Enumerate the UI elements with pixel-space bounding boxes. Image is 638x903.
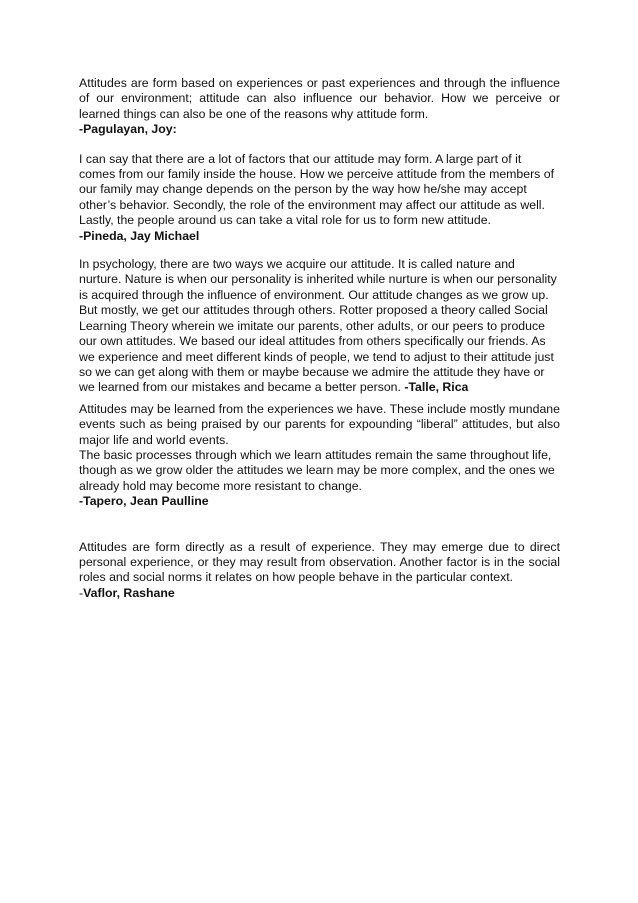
- entry-author: -Tapero, Jean Paulline: [79, 494, 209, 509]
- entry-author: Vaflor, Rashane: [83, 585, 175, 600]
- entry-talle: [79, 257, 560, 396]
- entry-text: Attitudes are form directly as a result of experience. They may emerge due to direct personal experience, or they may result from observation. Another factor is in the social roles and social norms it relates on how people behave in the particular context.: [79, 539, 560, 585]
- entry-pagulayan: [79, 76, 560, 138]
- entry-vaflor: [79, 540, 560, 602]
- entry-author: -Pagulayan, Joy:: [79, 122, 177, 137]
- document-body: [79, 76, 560, 601]
- entry-text: In psychology, there are two ways we acquire our attitude. It is called nature and nurture. Nature is when our personality is inherited while nurture is when our personality is acquired through the influence of environment. Our attitude changes as we grow up. But mostly, we get our attitudes through others. Rotter proposed a theory called Social Learning Theory wherein we imitate our parents, other adults, or our peers to produce our own attitudes. We based our ideal attitudes from others specifically our friends. As we experience and meet different kinds of people, we tend to adjust to their attitude just so we can get along with them or maybe because we admire the attitude they have or we learned from our mistakes and became a better person.: [79, 257, 557, 395]
- entry-author: -Pineda, Jay Michael: [79, 228, 200, 243]
- entry-text-with-author: [79, 257, 560, 396]
- entry-tapero: [79, 402, 560, 510]
- entry-text: I can say that there are a lot of factors that our attitude may form. A large part of it comes from our family inside the house. How we perceive attitude from the members of our family may change depends on the person by the way how he/she may accept other’s behavior. Secondly, the role of the environment may affect our attitude as well. Lastly, the people around us can take a vital role for us to form new attitude.: [79, 151, 554, 228]
- entry-author-line: [79, 586, 560, 601]
- entry-author-prefix: -: [79, 585, 84, 600]
- entry-text-continued: The basic processes through which we learn attitudes remain the same throughout life, though as we grow older the attitudes we learn may be more complex, and the ones we already hold may become more resistant to change.: [79, 447, 555, 493]
- entry-text: Attitudes are form based on experiences or past experiences and through the influence of our environment; attitude can also influence our behavior. How we perceive or learned things can also be one of the reasons why attitude form.: [79, 76, 560, 121]
- entry-author: -Talle, Rica: [404, 380, 469, 395]
- entry-text: Attitudes may be learned from the experiences we have. These include mostly mundane events such as being praised by our parents for expounding “liberal” attitudes, but also major life and world events.: [79, 401, 560, 447]
- entry-pineda: [79, 152, 560, 244]
